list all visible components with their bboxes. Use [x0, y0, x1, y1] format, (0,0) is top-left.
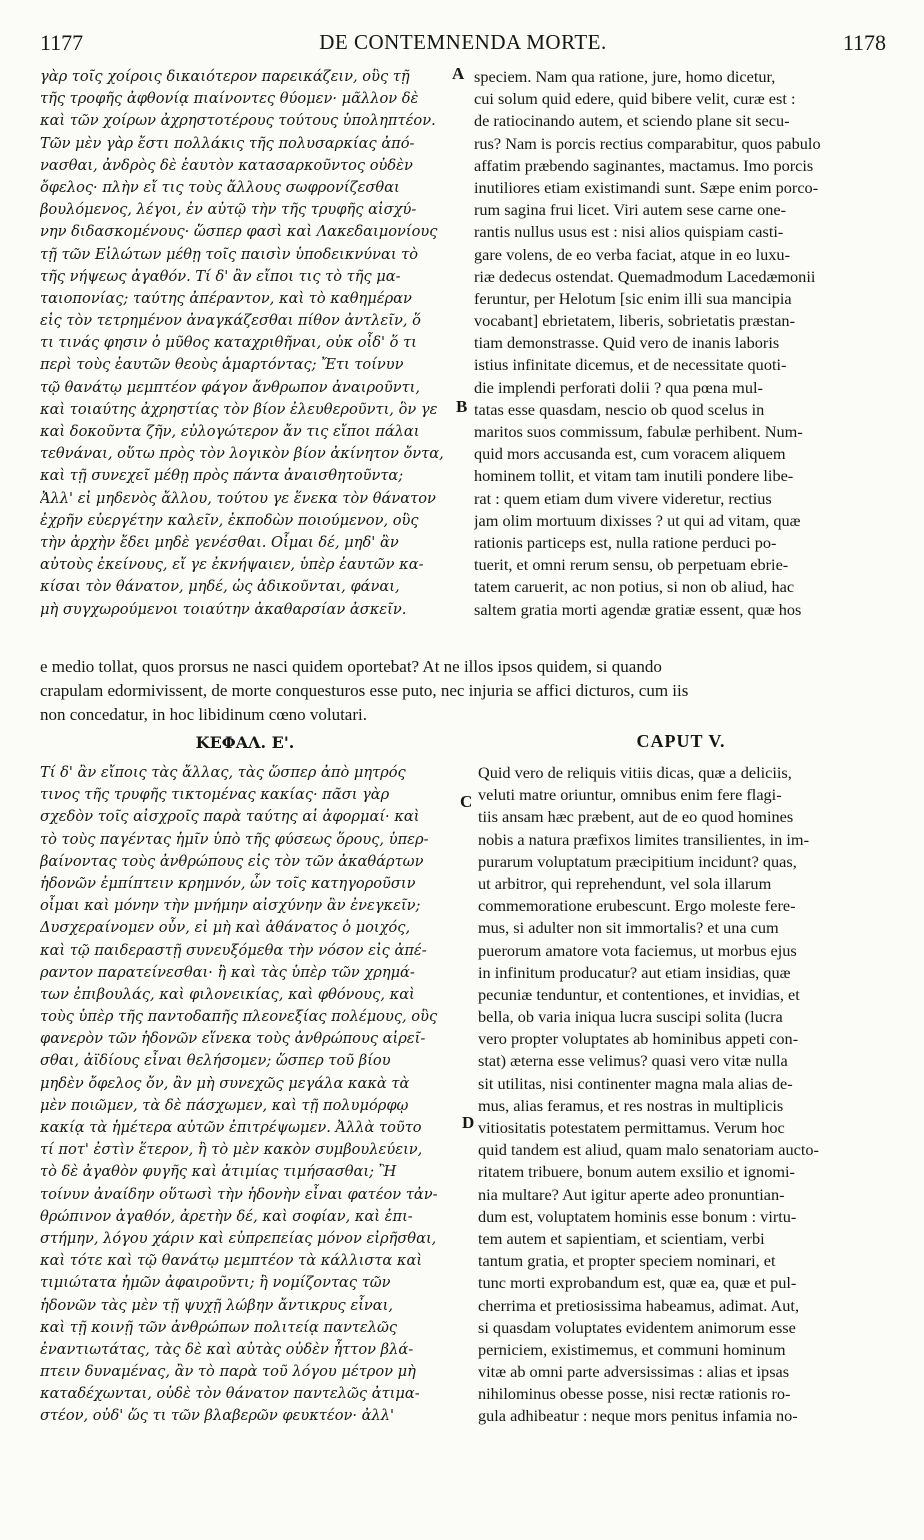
text-line: tunc morti exprobandum est, quæ ea, quæ et pul- — [478, 1273, 797, 1293]
text-line: cui solum quid edere, quid bibere velit, curæ est : — [474, 89, 796, 109]
page-number-right: 1178 — [842, 30, 886, 55]
text-line: καὶ τῇ συνεχεῖ μέθῃ πρὸς πάντα ἀναισθητοῦντα; — [40, 467, 404, 485]
text-line: veluti matre oriuntur, omnibus enim fere flagi- — [478, 785, 782, 805]
text-line: perniciem, existimemus, et communi hominum — [478, 1339, 786, 1359]
text-line: tantum gratia, et propter speciem nominari, et — [478, 1251, 776, 1271]
text-line: μὴ συγχωρούμενοι τοιαύτην ἀκαθαρσίαν ἀσκεῖν. — [40, 600, 407, 618]
text-line: puerorum amatore vota faciemus, ut morbus ejus — [478, 940, 797, 960]
latin-column-top — [474, 66, 888, 621]
text-line: tatem caruerit, ac non potius, si non ob aliud, hac — [474, 577, 795, 597]
text-line: hominem tollit, et vitam tam inutili pondere libe- — [474, 466, 794, 486]
text-line: τιμιώτατα ἡμῶν ἀφαιροῦντι; ἢ νομίζοντας τῶν — [40, 1274, 391, 1292]
text-line: σθαι, ἀϊδίους εἶναι θελήσομεν; ὥσπερ τοῦ βίου — [40, 1052, 391, 1070]
text-line: τι τινάς φησιν ὁ μῦθος καταχριθῆναι, οὐκ οἶδ' ὅ τι — [40, 334, 417, 352]
text-line: τῷ θανάτῳ μεμπτέον φάγον ἄνθρωπον ἀναιροῦντι, — [40, 378, 421, 396]
text-line: τὸ δὲ ἀγαθὸν φυγῆς καὶ ἀτιμίας τιμήσασθαι; Ἢ — [40, 1163, 397, 1181]
text-line: Ἀλλ' εἰ μηδενὸς ἄλλου, τούτου γε ἕνεκα τὸν θάνατον — [40, 489, 436, 507]
text-line: tatas esse quasdam, nescio ob quod scelus in — [474, 399, 765, 419]
text-line: Δυσχεραίνομεν οὖν, εἰ μὴ καὶ ἀθάνατος ὁ μοιχός, — [40, 919, 411, 937]
margin-mark-c: C — [460, 792, 473, 811]
text-line: τί ποτ' ἐστὶν ἕτερον, ἢ τὸ μὲν κακὸν συμβουλεύειν, — [40, 1141, 423, 1159]
text-line: commemoratione erubescunt. Ergo moleste fere- — [478, 896, 796, 916]
text-line: ἐχρῆν εὐεργέτην καλεῖν, ἐκποδὼν ποιούμενον, οὓς — [40, 511, 419, 529]
text-line: Τῶν μὲν γὰρ ἔστι πολλάκις τῆς πολυσαρκίας ἀπό- — [40, 134, 415, 152]
text-line: purarum voluptatum præcipitium incidunt? quas, — [478, 851, 797, 871]
text-line: νην διδασκομένους· ὥσπερ φασὶ καὶ Λακεδαιμονίους — [40, 223, 438, 241]
text-line: γὰρ τοῖς χοίροις δικαιότερον παρεικάζειν, οὓς τῇ — [40, 68, 410, 85]
text-line: ἡδονῶν ἐμπίπτειν κρημνόν, ὧν τοῖς κατηγοροῦσιν — [40, 874, 416, 892]
text-line: ραντον παρατείνεσθαι· ἢ καὶ τὰς ὑπὲρ τῶν χρημά- — [40, 963, 415, 981]
text-line: καταδέχωνται, οὐδὲ τὸν θάνατον παντελῶς ἀτιμα- — [40, 1385, 420, 1403]
text-line: mus, si adulter non sit immortalis? et una cum — [478, 918, 779, 938]
text-line: rationis particeps est, nulla ratione perduci po- — [474, 532, 777, 552]
text-line: οἶμαι καὶ μόνην τὴν μνήμην αἰσχύνην ἂν ἐνεγκεῖν; — [40, 897, 421, 915]
text-line: μηδὲν ὄφελος ὄν, ἂν μὴ συνεχῶς μεγάλα κακὰ τὰ — [40, 1074, 410, 1092]
text-line: die implendi perforati dolii ? qua pœna mul- — [474, 377, 763, 397]
text-line: nihilominus obesse posse, nisi rectæ rationis ro- — [478, 1384, 791, 1404]
text-line: ἡδονῶν τὰς μὲν τῇ ψυχῇ λώβην ἄντικρυς εἶναι, — [40, 1296, 394, 1314]
text-line: καὶ τοιαύτης ἀχρηστίας τὸν βίον ἐλευθεροῦντι, ὃν γε — [40, 400, 438, 418]
text-line: καὶ τῇ κοινῇ τῶν ἀνθρώπων πολιτείᾳ παντελῶς — [40, 1318, 398, 1336]
text-line: vitiositatis potestatem permittamus. Verum hoc — [478, 1118, 785, 1137]
text-line: e medio tollat, quos prorsus ne nasci quidem oportebat? At ne illos ipsos quidem, si quando — [40, 657, 662, 676]
text-line: νασθαι, ἀνδρὸς δὲ ἑαυτὸν κατασαρκοῦντος οὐδὲν — [40, 156, 413, 174]
greek-column-top — [40, 66, 450, 621]
text-line: dum est, voluptatem hominis esse bonum : virtu- — [478, 1206, 797, 1226]
text-line: rus? Nam is porcis rectius comparabitur, quos pabulo — [474, 133, 821, 153]
margin-mark-a: A — [452, 64, 465, 83]
text-line: ut arbitror, qui reprehendunt, vel sola illarum — [478, 873, 772, 893]
text-line: quid tandem est aliud, quam malo senatoriam aucto- — [478, 1140, 819, 1160]
text-line: tuerit, et omni rerum sensu, ob perpetuam ebrie- — [474, 555, 789, 575]
latin-full-width-paragraph — [40, 655, 890, 727]
text-line: σχεδὸν τοῖς αἰσχροῖς παρὰ ταύτης αἱ ἀφορμαί· καὶ — [40, 808, 420, 826]
text-line: crapulam edormivissent, de morte conquesturos esse puto, nec injuria se affici dicturos, cum iis — [40, 681, 689, 700]
text-line: speciem. Nam qua ratione, jure, homo dicetur, — [474, 67, 776, 86]
latin-column-bottom — [478, 762, 890, 1428]
text-line: αὐτοὺς ἐκείνους, εἴ γε ἐκνήψαιεν, ὑπὲρ ἑαυτῶν κα- — [40, 556, 424, 574]
text-line: feruntur, per Helotum [sic enim illi sua mancipia — [474, 288, 792, 308]
text-line: Τί δ' ἂν εἴποις τὰς ἄλλας, τὰς ὥσπερ ἀπὸ μητρός — [40, 764, 406, 781]
text-line: mus, alias feramus, et res nostras in multiplicis — [478, 1095, 784, 1115]
text-line: saltem gratia morti agendæ gratiæ essent, quæ hos — [474, 599, 802, 619]
text-line: quid mors accusanda est, cum voracem aliquem — [474, 444, 786, 464]
text-line: εἰς τὸν τετρημένον ἀναγκάζεσθαι πίθον ἀντλεῖν, ὅ — [40, 312, 421, 330]
text-line: τὸ τοὺς παγέντας ἡμῖν ὑπὸ τῆς φύσεως ὅρους, ὑπερ- — [40, 830, 429, 848]
text-line: κίσαι τὸν θάνατον, μηδέ, ὡς ἀδικοῦνται, φάναι, — [40, 578, 400, 596]
text-line: καὶ τότε καὶ τῷ θανάτῳ μεμπτέον τὰ κάλλιστα καὶ — [40, 1252, 423, 1270]
page-header — [40, 30, 886, 64]
text-line: de ratiocinando autem, et sciendo plane sit secu- — [474, 111, 790, 131]
text-line: rat : quem etiam dum vivere videretur, rectius — [474, 488, 772, 508]
text-line: φανερὸν τῶν ἡδονῶν εἵνεκα τοὺς ἀνθρώπους αἱρεῖ- — [40, 1030, 426, 1048]
text-line: καὶ τῶν χοίρων ἀχρηστοτέρους τούτους ὑποληπτέον. — [40, 112, 436, 130]
text-line: μὲν ποιῶμεν, τὰ δὲ πάσχωμεν, καὶ τῇ πολυμόρφῳ — [40, 1096, 409, 1114]
text-line: nobis a natura præfixos limites transilientes, in im- — [478, 829, 809, 849]
text-line: sit utilitas, nisi continenter magna mala alias de- — [478, 1073, 793, 1093]
text-line: στήμην, λόγου χάριν καὶ εὐπρεπείας μόνον εἰρῆσθαι, — [40, 1229, 437, 1247]
text-line: rantis nullus usus est : nisi alios quispiam casti- — [474, 222, 784, 242]
text-line: τεθνάναι, οὕτω πρὸς τὸν λογικὸν βίον ἀκίνητον ὄντα, — [40, 445, 444, 463]
text-line: πτειν δυναμένας, ἂν τὸ παρὰ τοῦ λόγου μέτρον μὴ — [40, 1363, 416, 1381]
text-line: των ἐπιβουλάς, καὶ φιλονεικίας, καὶ φθόνους, καὶ — [40, 985, 415, 1003]
text-line: κακίᾳ τὰ ἡμέτερα αὐτῶν ἐπιτρέψωμεν. Ἀλλὰ τοῦτο — [40, 1119, 422, 1136]
text-line: nia multare? Aut igitur aperte adeo pronuntian- — [478, 1184, 785, 1204]
text-line: ὄφελος· πλὴν εἴ τις τοὺς ἄλλους σωφρονίζεσθαι — [40, 178, 400, 196]
text-line: τινος τῆς τρυφῆς τικτομένας κακίας· πᾶσι γὰρ — [40, 786, 390, 804]
text-line: θρώπινον ἀγαθόν, ἀρετὴν δέ, καὶ σοφίαν, καὶ ἐπι- — [40, 1207, 413, 1225]
text-line: tem autem et sapientiam, et scientiam, verbi — [478, 1228, 765, 1248]
text-line: στέον, οὐδ' ὥς τι τῶν βλαβερῶν φευκτέον· ἀλλ' — [40, 1407, 395, 1425]
text-line: gula adhibeatur : neque mors penitus infamia no- — [478, 1406, 798, 1426]
margin-mark-d: D — [462, 1113, 475, 1132]
margin-mark-b: B — [456, 397, 468, 416]
text-line: tiis ansam hæc præbent, aut de eo quod homines — [478, 807, 794, 827]
text-line: non concedatur, in hoc libidinum cœno volutari. — [40, 705, 367, 724]
running-title: DE CONTEMNENDA MORTE. — [319, 30, 607, 54]
text-line: ἐναντιωτάτας, τὰς δὲ καὶ αὐτὰς οὐδὲν ἧττον βλά- — [40, 1340, 414, 1358]
text-line: stat) æterna esse velimus? quasi vero vitæ nulla — [478, 1051, 788, 1071]
text-line: καὶ τῷ παιδεραστῇ συνευξόμεθα τὴν νόσον εἰς ἀπέ- — [40, 941, 427, 959]
text-line: si quasdam voluptates evidentem animorum esse — [478, 1317, 796, 1337]
text-line: τὴν ἀρχὴν ἔδει μηδὲ γενέσθαι. Οἶμαι δέ, μηδ' ἂν — [40, 533, 399, 551]
text-line: τοὺς ὑπὲρ τῆς παντοδαπῆς πλεονεξίας πολέμους, οὓς — [40, 1008, 438, 1026]
text-line: ταιοπονίας; ταύτης ἀπέραντον, καὶ τὸ καθημέραν — [40, 289, 412, 307]
text-line: vitæ ab omni parte adversissimas : alias et ipsas — [478, 1362, 790, 1382]
text-line: in infinitum producatur? aut etiam insidias, quæ — [478, 962, 791, 982]
text-line: bella, ob varia iniqua lucra suscipi solita (lucra — [478, 1007, 783, 1027]
text-line: cherrima et pretiosissima habeamus, adimat. Aut, — [478, 1295, 800, 1315]
text-line: rum sagina frui licet. Viri autem sese carne one- — [474, 200, 787, 220]
text-line: pecuniæ tenduntur, et contentiones, et invidias, et — [478, 984, 800, 1004]
text-line: maritos suos commissum, fabulæ perhibent. Num- — [474, 422, 803, 441]
text-line: τῇ τῶν Εἱλώτων μέθῃ τοῖς παισὶν ὑποδεικνύναι τὸ — [40, 245, 419, 263]
text-line: βαίνοντας τοὺς ἀνθρώπους εἰς τὸν τῶν ἀκαθάρτων — [40, 852, 424, 870]
text-line: Quid vero de reliquis vitiis dicas, quæ a deliciis, — [478, 763, 792, 782]
text-line: istius infinitate dicemus, et de necessitate quoti- — [474, 355, 787, 375]
greek-column-bottom — [40, 762, 454, 1428]
text-line: jam olim mortuum dixisses ? ut qui ad vitam, quæ — [474, 510, 801, 530]
text-line: gare volens, de eo verba faciat, atque in eo luxu- — [474, 244, 790, 264]
text-line: affatim præbendo saginantes, mactamus. Imo porcis — [474, 155, 814, 175]
text-line: περὶ τοὺς ἑαυτῶν θεοὺς ἁμαρτόντας; Ἔτι τοίνυν — [40, 356, 404, 374]
text-line: βουλόμενος, λέγοι, ἐν αὐτῷ τὴν τῆς τρυφῆς αἰσχύ- — [40, 201, 417, 219]
text-line: τῆς νήψεως ἀγαθόν. Τί δ' ἂν εἴποι τις τὸ τῆς μα- — [40, 267, 401, 285]
page-number-left: 1177 — [40, 30, 84, 55]
chapter-heading-latin: CAPUT V. — [636, 731, 726, 751]
text-line: τοίνυν ἀναίδην οὕτωσὶ τὴν ἡδονὴν εἶναι φατέον τἀν- — [40, 1185, 438, 1203]
chapter-heading-greek: ΚΕΦΑΛ. Ε'. — [195, 733, 295, 752]
text-line: inutiliores etiam existimandi sunt. Sæpe enim porco- — [474, 177, 819, 197]
text-line: vocabant] ebrietatem, liberis, sobrietatis præstan- — [474, 311, 795, 331]
text-line: καὶ δοκοῦντα ζῆν, εὐλογώτερον ἄν τις εἴποι πάλαι — [40, 423, 420, 440]
text-line: tiam demonstrasse. Quid vero de inanis laboris — [474, 333, 780, 353]
text-line: ritatem tribuere, bonum autem exsilio et ignomi- — [478, 1162, 795, 1182]
text-line: riæ dedecus ostendat. Quemadmodum Lacedæmonii — [474, 266, 816, 286]
text-line: vero propter voluptates ab hominibus appeti con- — [478, 1029, 799, 1049]
text-line: τῆς τροφῆς ἀφθονίᾳ πιαίνοντες θύομεν· μᾶλλον δὲ — [40, 90, 419, 108]
